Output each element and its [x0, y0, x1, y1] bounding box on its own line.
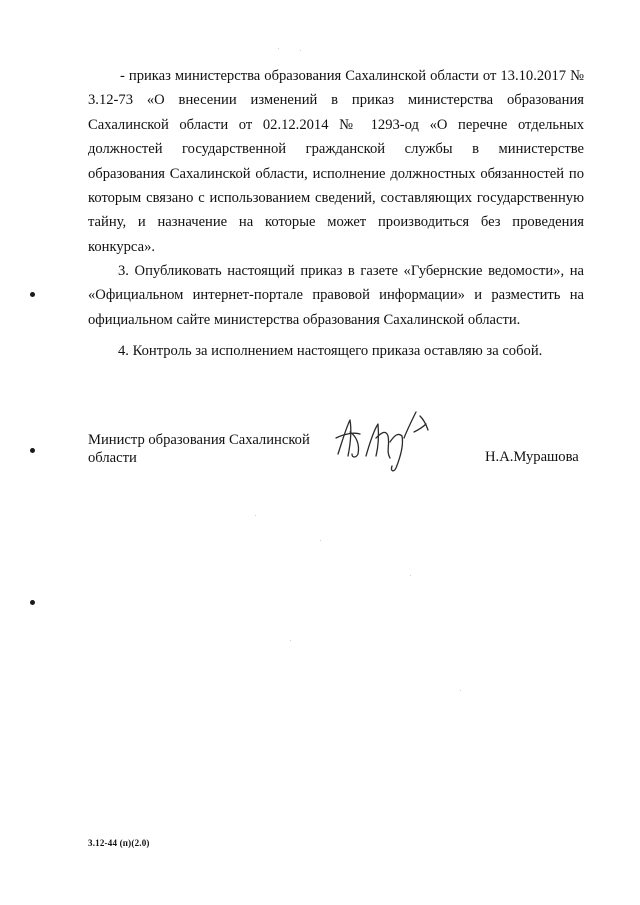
- handwritten-signature: [330, 402, 440, 474]
- scan-speck: [278, 48, 279, 49]
- scan-speck: [320, 540, 321, 541]
- scan-speck: [255, 515, 256, 516]
- binder-hole-mark: [30, 448, 35, 453]
- scan-speck: [300, 50, 301, 51]
- signatory-title-line: Министр образования Сахалинской: [88, 432, 310, 448]
- scan-speck: [410, 575, 411, 576]
- binder-hole-mark: [30, 292, 35, 297]
- binder-hole-mark: [30, 600, 35, 605]
- scan-speck: [290, 640, 291, 641]
- document-code: 3.12-44 (п)(2.0): [88, 838, 150, 848]
- scan-speck: [460, 690, 461, 691]
- paragraph-publication: 3. Опубликовать настоящий приказ в газете «Губернские ведомости», на «Официальном интернет-портале правовой информации» и разместить на официальном сайте министерства образования Сахалинской области.: [88, 263, 584, 328]
- signatory-name: Н.А.Мурашова: [485, 449, 579, 465]
- signatory-title-line: области: [88, 450, 137, 466]
- paragraph-control: 4. Контроль за исполнением настоящего приказа оставляю за собой.: [118, 343, 543, 359]
- paragraph-order-item: - приказ министерства образования Сахалинской области от 13.10.2017 № 3.12-73 «О внесении изменений в приказ министерства образования Сахалинской области от 02.12.2014 № 1293-од «О перечне отдельных должностей государственной гражданской службы в министерстве образования Сахалинской области, исполнение должностных обязанностей по которым связано с использованием сведений, составляющих государственную тайну, и назначение на которые может производиться без проведения конкурса».: [88, 68, 584, 255]
- signatory-title: [88, 431, 348, 467]
